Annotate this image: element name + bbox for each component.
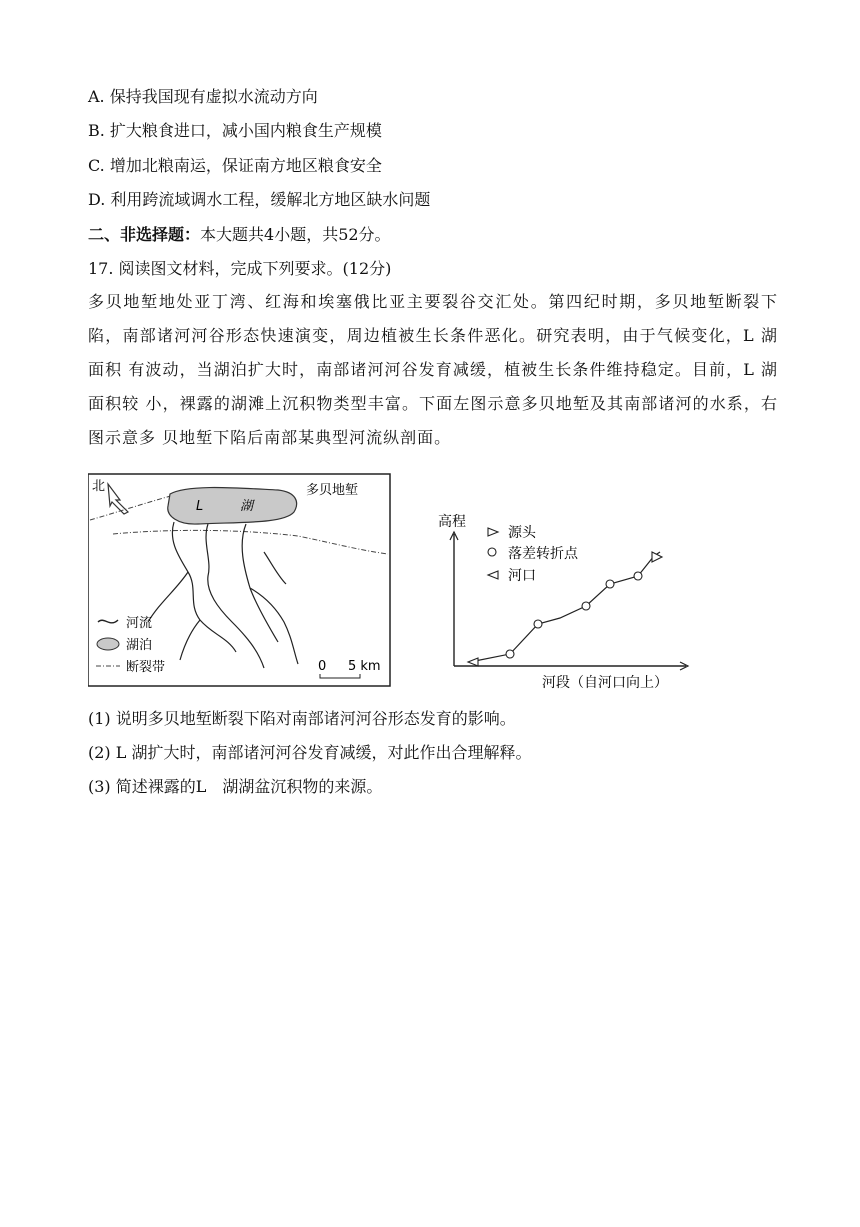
knick-point-2: [534, 620, 542, 628]
legend-mouth-label: 河口: [508, 568, 536, 584]
option-c: C. 增加北粮南运，保证南方地区粮食安全: [88, 156, 382, 175]
sub-question-2: (2) L 湖扩大时，南部诸河河谷发育减缓，对此作出合理解释。: [88, 743, 532, 762]
profile-line: [470, 552, 660, 662]
question-17-title: 17. 阅读图文材料，完成下列要求。(12分): [88, 259, 392, 278]
knick-point-1: [506, 650, 514, 658]
legend-river-label: 河流: [126, 616, 153, 631]
drainage-map: [88, 474, 390, 686]
region-label: 多贝地堑: [306, 483, 359, 498]
north-label: 北: [92, 479, 106, 494]
legend-source-icon: [488, 528, 498, 536]
option-b: B. 扩大粮食进口，减小国内粮食生产规模: [88, 121, 382, 140]
mouth-marker-icon: [468, 658, 478, 666]
section-heading: [88, 224, 391, 246]
legend-mouth-icon: [488, 571, 498, 579]
lake-label-l: L: [196, 499, 204, 514]
question-17-material: 多贝地堑地处亚丁湾、红海和埃塞俄比亚主要裂谷交汇处。第四纪时期，多贝地堑断裂下 陷，南部诸河河谷形态快速演变，周边植被生长条件恶化。研究表明，由于气候变化，L 湖面积 有波动，当湖泊扩大时，南部诸河河谷发育减缓，植被生长条件维持稳定。目前，L 湖面积较 小，裸露的湖滩上沉积物类型丰富。下面左图示意多贝地堑及其南部诸河的水系，右图示意多 贝地堑下陷后南部某典型河流纵剖面。: [88, 292, 778, 447]
scale-km: 5 km: [348, 659, 381, 674]
option-a: A. 保持我国现有虚拟水流动方向: [88, 87, 318, 106]
knick-point-4: [606, 580, 614, 588]
profile-xlabel: 河段（自河口向上）: [542, 675, 668, 691]
legend-fault-label: 断裂带: [126, 660, 166, 675]
knick-point-3: [582, 602, 590, 610]
sub-question-1: (1) 说明多贝地堑断裂下陷对南部诸河河谷形态发育的影响。: [88, 709, 516, 728]
sub-question-3: (3) 简述裸露的L 湖湖盆沉积物的来源。: [88, 777, 383, 796]
scale-zero: 0: [318, 659, 327, 674]
legend-lake-icon: [97, 638, 119, 650]
river-profile: [438, 513, 688, 691]
section-note: 本大题共4小题，共52分。: [200, 225, 391, 244]
lake-label-hu: 湖: [240, 499, 254, 514]
legend-knick-icon: [488, 548, 496, 556]
legend-source-label: 源头: [508, 525, 536, 541]
figure-row: [88, 472, 788, 692]
figure-svg: [88, 472, 788, 692]
profile-ylabel: 高程: [438, 514, 466, 530]
legend-knick-label: 落差转折点: [508, 546, 578, 562]
option-d: D. 利用跨流域调水工程，缓解北方地区缺水问题: [88, 190, 431, 209]
legend-lake-label: 湖泊: [126, 638, 153, 653]
lake-l: [168, 488, 297, 525]
knick-point-5: [634, 572, 642, 580]
section-title: 二、非选择题：: [88, 225, 201, 244]
